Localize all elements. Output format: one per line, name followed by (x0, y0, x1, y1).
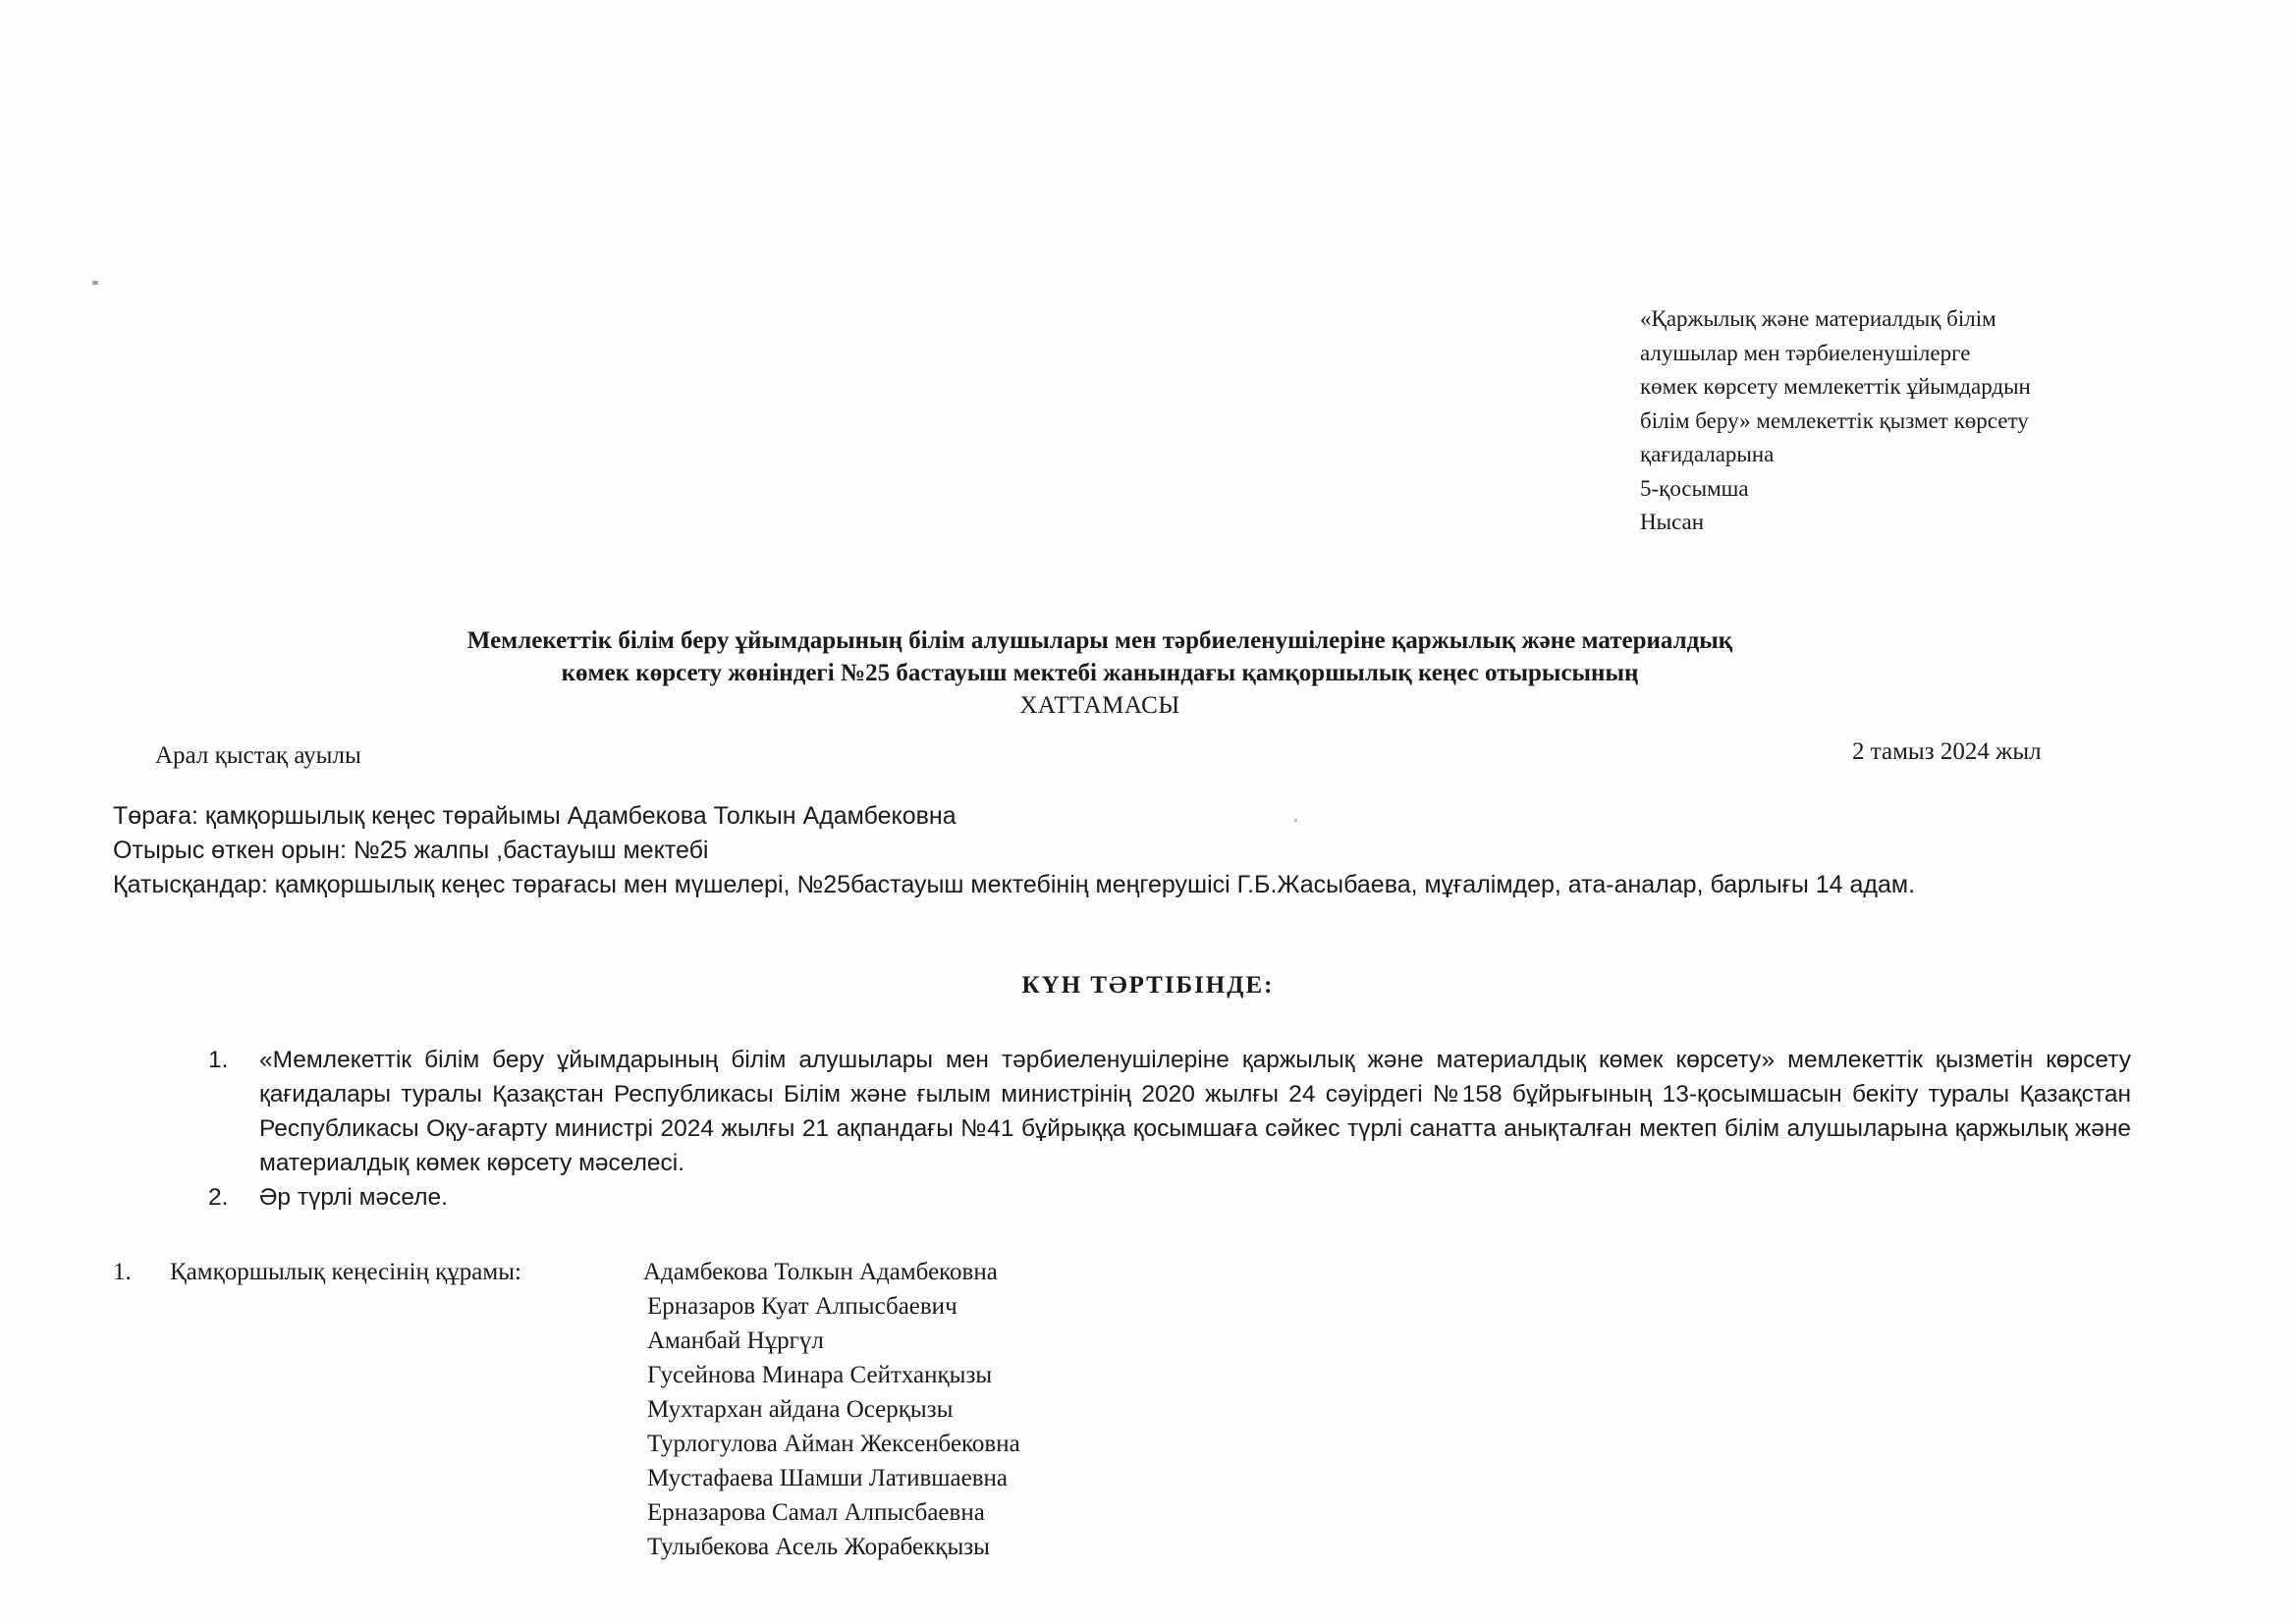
annex-line: көмек көрсету мемлекеттік ұйымдардын (1640, 374, 2031, 399)
council-member: Мустафаева Шамши Латившаевна (647, 1465, 1008, 1491)
annex-line: Нысан (1640, 510, 1705, 534)
council-member: Гусейнова Минара Сейтханқызы (647, 1362, 993, 1388)
council-member: Тулыбекова Асель Жорабекқызы (647, 1534, 990, 1560)
council-member: Аманбай Нұргүл (647, 1327, 824, 1354)
scan-speck (92, 281, 98, 285)
meeting-place: Арал қыстақ ауылы (155, 742, 361, 769)
agenda-item (208, 1180, 2131, 1215)
title-protocol: ХАТТАМАСЫ (1019, 692, 1180, 719)
annex-note (1640, 302, 2151, 540)
council-number: 1. (113, 1259, 132, 1285)
meeting-info (113, 799, 2131, 902)
document-title (196, 624, 2003, 722)
council-label: Қамқоршылық кеңесінің құрамы: (170, 1259, 521, 1285)
council-member: Турлогулова Айман Жексенбековна (647, 1431, 1020, 1457)
meeting-date: 2 тамыз 2024 жыл (1852, 738, 2042, 765)
agenda-list (208, 1043, 2131, 1215)
title-line-2: көмек көрсету жөніндегі №25 бастауыш мектебі жанындағы қамқоршылық кеңес отырысының (561, 660, 1639, 686)
agenda-item-number: 2. (208, 1184, 229, 1211)
council-member: Ерназаров Куат Алпысбаевич (647, 1293, 957, 1320)
annex-line: 5-қосымша (1640, 475, 1749, 501)
participants-line: Қатысқандар: қамқоршылық кеңес төрағасы мен мүшелері, №25бастауыш мектебінің меңгерушісі Г.Б.Жасыбаева, мұғалімдер, ата-аналар, барлығы 14 адам. (113, 871, 1916, 898)
agenda-heading: КҮН ТӘРТІБІНДЕ: (1021, 972, 1275, 999)
agenda-item-text: Әр түрлі мәселе. (259, 1184, 448, 1211)
title-line-1: Мемлекеттік білім беру ұйымдарының білім алушылары мен тәрбиеленушілеріне қаржылық және материалдық (466, 627, 1733, 654)
annex-line: білім беру» мемлекеттік қызмет көрсету (1640, 407, 2029, 433)
annex-line: «Қаржылық және материалдық білім (1640, 306, 1996, 331)
agenda-item-text: «Мемлекеттік білім беру ұйымдарының білім алушылары мен тәрбиеленушілеріне қаржылық және материалдық көмек көрсету» мемлекеттік қызметін көрсету қағидалары туралы Қазақстан Республикасы Білім және ғылым министрінің 2020 жылғы 24 сәуірдегі №158 бұйрығының 13-қосымшасын бекіту туралы Қазақстан Республикасы Оқу-ағарту министрі 2024 жылғы 21 ақпандағы №41 бұйрыққа қосымшаға сәйкес түрлі санатта анықталған мектеп білім алушыларына қаржылық және материалдық көмек көрсету мәселесі. (259, 1047, 2131, 1176)
council-members (643, 1255, 1020, 1564)
venue-line: Отырыс өткен орын: №25 жалпы ,бастауыш мектебі (113, 837, 709, 864)
chair-line: Төраға: қамқоршылық кеңес төрайымы Адамбекова Толкын Адамбековна (113, 802, 957, 830)
agenda-item (208, 1043, 2131, 1180)
agenda-item-number: 1. (208, 1047, 229, 1073)
annex-line: қағидаларына (1640, 442, 1775, 466)
council-member: Мухтархан айдана Осерқызы (647, 1396, 954, 1423)
council-member: Адамбекова Толкын Адамбековна (643, 1259, 998, 1285)
council-member: Ерназарова Самал Алпысбаевна (647, 1499, 985, 1526)
annex-line: алушылар мен тәрбиеленушілерге (1640, 340, 1971, 365)
